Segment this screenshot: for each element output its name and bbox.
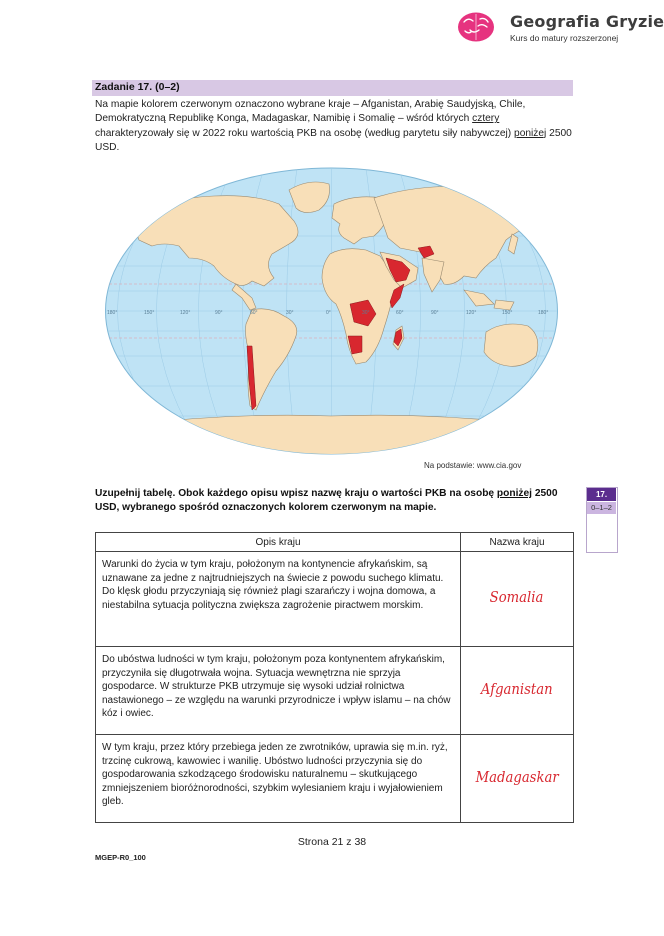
instruction-text: Uzupełnij tabelę. Obok każdego opisu wpisz nazwę kraju o wartości PKB na osobę bbox=[95, 488, 497, 499]
task-intro bbox=[95, 98, 573, 156]
svg-text:150°: 150° bbox=[502, 310, 513, 316]
table-header-row bbox=[96, 533, 574, 552]
row-description: Warunki do życia w tym kraju, położonym na kontynencie afrykańskim, są uznawane za jedne z najtrudniejszych na świecie z powodu suchego klimatu. Do klęsk głodu przyczyniają się również plagi szarańczy i wojna domowa, a niestabilna sytuacja polityczna zwiększa zagrożenie piractwem morskim. bbox=[96, 552, 461, 647]
map-source: Na podstawie: www.cia.gov bbox=[424, 461, 522, 470]
svg-text:150°: 150° bbox=[144, 310, 155, 316]
brand-title: Geografia Gryzie bbox=[510, 12, 664, 31]
intro-text: Na mapie kolorem czerwonym oznaczono wybrane kraje – Afganistan, Arabię Saudyjską, Chile, Demokratyczną Republikę Konga, Madagaskar, Namibię i Somalię – wśród których bbox=[95, 99, 526, 125]
brain-icon bbox=[456, 10, 496, 44]
intro-text: 2500 USD. bbox=[95, 127, 572, 154]
instruction-underlined: poniżej bbox=[496, 488, 533, 499]
svg-text:180°: 180° bbox=[538, 310, 549, 316]
score-task-number: 17. bbox=[587, 488, 616, 501]
svg-text:60°: 60° bbox=[396, 310, 404, 316]
answer-table bbox=[95, 532, 574, 823]
table-row bbox=[96, 647, 574, 735]
task-title: Zadanie 17. (0–2) bbox=[95, 81, 180, 93]
table-header-country: Nazwa kraju bbox=[461, 533, 574, 552]
world-map bbox=[104, 166, 559, 456]
table-row bbox=[96, 552, 574, 647]
row-answer: Madagaskar bbox=[475, 767, 559, 786]
row-description: Do ubóstwa ludności w tym kraju, położonym poza kontynentem afrykańskim, przyczyniła się długotrwała wojna. Sytuacja wewnętrzna nie sprzyja gospodarce. W strukturze PKB utrzymuje się wysoki udział rolnictwa nastawionego – ze względu na warunki przyrodnicze i wpływ islamu – na chów kóz i owiec. bbox=[96, 647, 461, 735]
svg-text:60°: 60° bbox=[250, 310, 258, 316]
row-description: W tym kraju, przez który przebiega jeden ze zwrotników, uprawia się m.in. ryż, trzcinę cukrową, kawowiec i wanilię. Ubóstwo ludności przyczynia się do gospodarowania szkodzącego środowisku naturalnemu – skutkującego zmniejszeniem bioróżnorodności, szybkim wylesianiem kraju i wyjałowieniem gleb. bbox=[96, 735, 461, 823]
svg-text:30°: 30° bbox=[362, 310, 370, 316]
instruction-text: 2500 USD, wybranego spośród oznaczonych kolorem czerwonym na mapie. bbox=[95, 488, 558, 514]
table-header-description: Opis kraju bbox=[96, 533, 461, 552]
table-row bbox=[96, 735, 574, 823]
intro-underlined-count: cztery bbox=[472, 113, 500, 125]
svg-text:90°: 90° bbox=[431, 310, 439, 316]
svg-text:120°: 120° bbox=[180, 310, 191, 316]
svg-text:90°: 90° bbox=[215, 310, 223, 316]
svg-text:0°: 0° bbox=[326, 310, 331, 316]
score-points: 0–1–2 bbox=[587, 502, 616, 514]
intro-underlined-below: poniżej bbox=[514, 127, 547, 139]
svg-text:30°: 30° bbox=[286, 310, 294, 316]
page-number: Strona 21 z 38 bbox=[297, 836, 367, 848]
svg-text:120°: 120° bbox=[466, 310, 477, 316]
intro-text: charakteryzowały się w 2022 roku wartością PKB na osobę (według parytetu siły nabywczej) bbox=[95, 127, 515, 139]
row-answer-cell[interactable] bbox=[461, 552, 574, 647]
svg-text:180°: 180° bbox=[107, 310, 118, 316]
task-instruction bbox=[95, 487, 575, 516]
exam-code: MGEP-R0_100 bbox=[95, 853, 146, 862]
row-answer: Afganistan bbox=[481, 679, 553, 698]
brand-subtitle: Kurs do matury rozszerzonej bbox=[510, 33, 619, 43]
row-answer-cell[interactable] bbox=[461, 735, 574, 823]
row-answer-cell[interactable] bbox=[461, 647, 574, 735]
row-answer: Somalia bbox=[490, 588, 544, 607]
